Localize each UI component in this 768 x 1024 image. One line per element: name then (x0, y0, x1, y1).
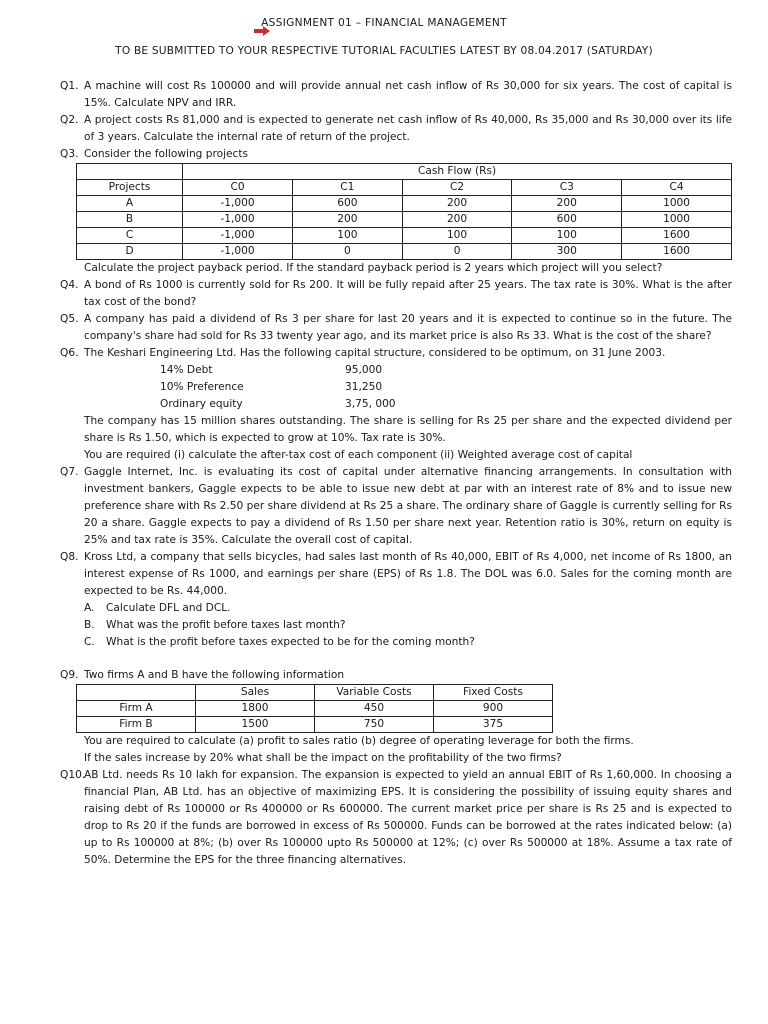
question-text: A machine will cost Rs 100000 and will provide annual net cash inflow of Rs 30,000 for six years. The cost of capital is 15%. Calculate NPV and IRR. (84, 80, 732, 109)
submission-notice: TO BE SUBMITTED TO YOUR RESPECTIVE TUTORIAL FACULTIES LATEST BY 08.04.2017 (SATURDAY) (115, 45, 653, 57)
question-number: Q9. (60, 669, 79, 681)
table-cell: 200 (292, 212, 402, 228)
column-header: C3 (512, 180, 622, 196)
table-cell: 375 (434, 717, 553, 733)
capital-value: 3,75, 000 (345, 398, 396, 410)
table-cell: -1,000 (183, 244, 293, 260)
table-cell: 0 (402, 244, 512, 260)
question-number: Q7. (60, 466, 79, 478)
table-cell: Firm A (77, 701, 196, 717)
table-cell: D (77, 244, 183, 260)
question-text: The Keshari Engineering Ltd. Has the following capital structure, considered to be optimum, on 31 June 2003. (84, 347, 666, 359)
capital-structure (60, 362, 732, 413)
table-cell: 600 (512, 212, 622, 228)
list-item (84, 617, 732, 634)
capital-item (160, 362, 732, 379)
capital-label: 14% Debt (160, 364, 213, 376)
question-8-items (60, 600, 732, 651)
table-header-row (77, 164, 732, 180)
list-item (84, 634, 732, 651)
table-cell: A (77, 196, 183, 212)
question-text: Gaggle Internet, Inc. is evaluating its cost of capital under alternative financing arrangements. In consultation with investment bankers, Gaggle expects to be able to issue new debt at par with an interest rate of 8% and to issue new preference share with Rs 2.50 per share dividend at Rs 25 a share. The ordinary share of Gaggle is currently selling for Rs 20 a share. Gaggle expects to pay a dividend of Rs 1.50 per share next year. Retention ratio is 30%, return on equity is 25% and tax rate is 35%. Calculate the overall cost of capital. (84, 466, 732, 546)
table-row (77, 228, 732, 244)
column-header: Variable Costs (315, 685, 434, 701)
question-text: A company has paid a dividend of Rs 3 per share for last 20 years and it is expected to continue so in the future. The company's share had sold for Rs 33 twenty year ago, and its market price is also Rs 33. What is the cost of the share? (84, 313, 732, 342)
table-cell: 100 (402, 228, 512, 244)
table-cell: 200 (512, 196, 622, 212)
column-header: Projects (77, 180, 183, 196)
column-header: C4 (622, 180, 732, 196)
table-cell: 1500 (196, 717, 315, 733)
list-item (84, 600, 732, 617)
capital-item (160, 396, 732, 413)
item-text: Calculate DFL and DCL. (106, 602, 231, 614)
table-row (77, 244, 732, 260)
question-6 (60, 345, 732, 362)
cash-flow-table (76, 163, 732, 260)
table-cell: 300 (512, 244, 622, 260)
table-cell: 450 (315, 701, 434, 717)
table-cell: 1000 (622, 212, 732, 228)
question-4 (60, 277, 732, 311)
table-cell: 750 (315, 717, 434, 733)
table-cell: -1,000 (183, 196, 293, 212)
cash-flow-group-header: Cash Flow (Rs) (183, 164, 732, 180)
column-header: C2 (402, 180, 512, 196)
table-row (77, 196, 732, 212)
question-text: Two firms A and B have the following information (84, 669, 345, 681)
table-cell: 1000 (622, 196, 732, 212)
question-number: Q10. (60, 769, 86, 781)
table-cell: B (77, 212, 183, 228)
column-header: C1 (292, 180, 402, 196)
table-cell: 1600 (622, 228, 732, 244)
table-cell: Firm B (77, 717, 196, 733)
table-header-row (77, 685, 553, 701)
question-2 (60, 112, 732, 146)
question-text: Kross Ltd, a company that sells bicycles, had sales last month of Rs 40,000, EBIT of Rs 4,000, net income of Rs 1800, an interest expense of Rs 1000, and earnings per share (EPS) of Rs 1.8. The DOL was 6.0. Sales for the coming month are expected to be Rs. 44,000. (84, 551, 732, 597)
question-9 (60, 667, 732, 684)
questions (60, 78, 732, 869)
table-cell: 900 (434, 701, 553, 717)
capital-label: Ordinary equity (160, 398, 243, 410)
table-cell: 1600 (622, 244, 732, 260)
capital-value: 31,250 (345, 381, 383, 393)
question-3-instruction: Calculate the project payback period. If the standard payback period is 2 years which project will you select? (84, 262, 663, 274)
table-row (77, 717, 553, 733)
question-text: A project costs Rs 81,000 and is expected to generate net cash inflow of Rs 40,000, Rs 35,000 and Rs 30,000 over its life of 3 years. Calculate the internal rate of return of the project. (84, 114, 732, 143)
question-text: Consider the following projects (84, 148, 249, 160)
table-cell: 0 (292, 244, 402, 260)
firms-table (76, 684, 553, 733)
question-6-paragraph: The company has 15 million shares outstanding. The share is selling for Rs 25 per share and the expected dividend per share is Rs 1.50, which is expected to grow at 10%. Tax rate is 30%. (84, 415, 732, 444)
table-row (77, 701, 553, 717)
table-row (77, 212, 732, 228)
question-number: Q6. (60, 347, 79, 359)
item-text: What is the profit before taxes expected to be for the coming month? (106, 636, 475, 648)
question-number: Q5. (60, 313, 79, 325)
item-letter: C. (84, 636, 95, 648)
question-text: A bond of Rs 1000 is currently sold for Rs 200. It will be fully repaid after 25 years. The tax rate is 30%. What is the after tax cost of the bond? (84, 279, 732, 308)
table-cell: -1,000 (183, 228, 293, 244)
question-9-requirement: You are required to calculate (a) profit to sales ratio (b) degree of operating leverage for both the firms. (84, 735, 634, 747)
question-number: Q3. (60, 148, 79, 160)
table-cell: -1,000 (183, 212, 293, 228)
red-arrow-icon (254, 26, 270, 36)
question-5 (60, 311, 732, 345)
capital-value: 95,000 (345, 364, 383, 376)
capital-label: 10% Preference (160, 381, 244, 393)
question-number: Q2. (60, 114, 79, 126)
table-cell: 100 (292, 228, 402, 244)
table-cell: 200 (402, 196, 512, 212)
question-10 (60, 767, 732, 869)
column-header (77, 685, 196, 701)
table-cell: 200 (402, 212, 512, 228)
question-3 (60, 146, 732, 163)
table-cell: 1800 (196, 701, 315, 717)
column-header: C0 (183, 180, 293, 196)
question-7 (60, 464, 732, 549)
table-cell: 600 (292, 196, 402, 212)
question-number: Q1. (60, 80, 79, 92)
item-letter: A. (84, 602, 95, 614)
table-header-row (77, 180, 732, 196)
capital-item (160, 379, 732, 396)
question-number: Q4. (60, 279, 79, 291)
item-letter: B. (84, 619, 95, 631)
question-8 (60, 549, 732, 600)
item-text: What was the profit before taxes last month? (106, 619, 346, 631)
column-header: Sales (196, 685, 315, 701)
assignment-title: ASSIGNMENT 01 – FINANCIAL MANAGEMENT (261, 17, 507, 29)
table-cell: C (77, 228, 183, 244)
question-number: Q8. (60, 551, 79, 563)
question-1 (60, 78, 732, 112)
question-9-followup: If the sales increase by 20% what shall be the impact on the profitability of the two firms? (84, 752, 562, 764)
question-6-requirement: You are required (i) calculate the after-tax cost of each component (ii) Weighted average cost of capital (84, 449, 633, 461)
question-text: AB Ltd. needs Rs 10 lakh for expansion. The expansion is expected to yield an annual EBIT of Rs 1,60,000. In choosing a financial Plan, AB Ltd. has an objective of maximizing EPS. It is considering the possibility of issuing equity shares and raising debt of Rs 100000 or Rs 400000 or Rs 600000. The current market price per share is Rs 25 and is expected to drop to Rs 20 if the funds are borrowed in excess of Rs 500000. Funds can be borrowed at the rates indicated below: (a) up to Rs 100000 at 8%; (b) over Rs 100000 upto Rs 500000 at 12%; (c) over Rs 500000 at 18%. Assume a tax rate of 50%. Determine the EPS for the three financing alternatives. (84, 769, 732, 866)
column-header: Fixed Costs (434, 685, 553, 701)
table-cell: 100 (512, 228, 622, 244)
